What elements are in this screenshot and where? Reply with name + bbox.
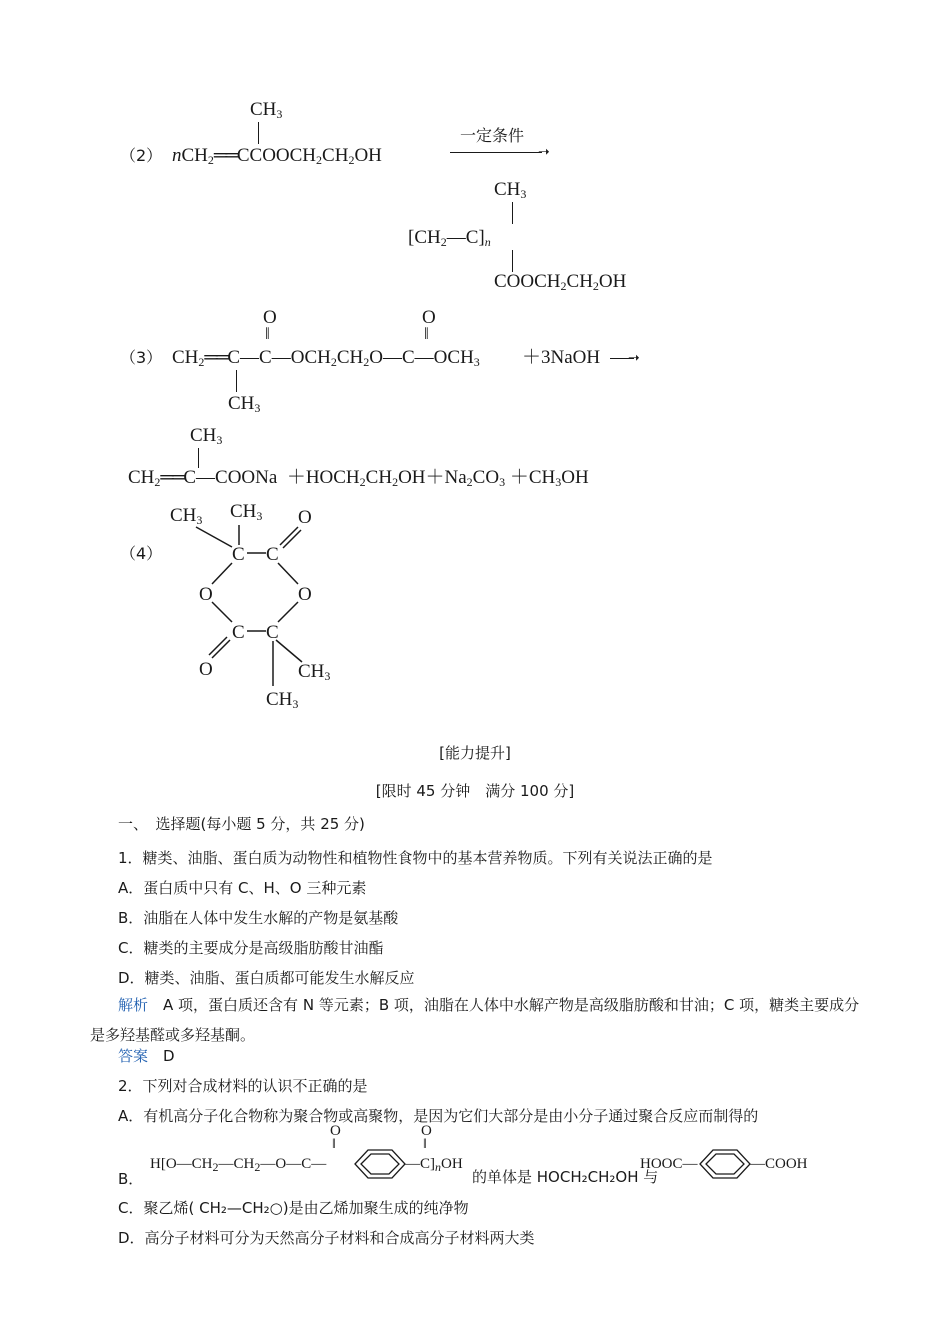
q1-option-d: D．糖类、油脂、蛋白质都可能发生水解反应 [118, 969, 415, 987]
r3-label: （3） [120, 348, 163, 367]
r2-methyl: $CH_3$ [250, 99, 283, 121]
r3-dbl2: ‖ [424, 324, 429, 343]
r2-label: （2） [120, 146, 163, 165]
r4-ch3-b: $CH_3$ [230, 501, 263, 523]
q2-b-cooh: —COOH [750, 1156, 808, 1172]
r3-arrow-head: ➝ [628, 350, 640, 366]
q2-option-d: D．高分子材料可分为天然高分子材料和合成高分子材料两大类 [118, 1229, 535, 1247]
r3-products: $CH_2══C—COONa$ $+HOCH_2CH_2OH+Na_2CO_3 +CH_3OH$ [128, 467, 589, 489]
q1-analysis: 解析 A 项，蛋白质还含有 N 等元素；B 项，油脂在人体中水解产物是高级脂肪酸和甘油；C 项，糖类主要成分是多羟基醛或多羟基酮。 [90, 996, 860, 1044]
q2-b-o2: O [421, 1123, 432, 1139]
q2-b-dbl2: ‖ [423, 1137, 427, 1152]
r3-reactant: $CH_2══C—C—OCH_2CH_2O—C—OCH_3$ [172, 347, 480, 369]
r4-o-top: O [298, 507, 312, 528]
r4-c-4: C [266, 622, 279, 643]
r4-label: （4） [120, 544, 163, 563]
q2-option-a: A．有机高分子化合物称为聚合物或高聚物，是因为它们大部分是由小分子通过聚合反应而制得的 [118, 1107, 759, 1125]
r2-reactant: $nCH_2══CCOOCH_2CH_2OH$ [172, 145, 382, 167]
q2-b-dbl1: ‖ [332, 1137, 336, 1152]
section-subtitle: [限时 45 分钟 满分 100 分] [375, 782, 575, 800]
r4-ch3-c: $CH_3$ [298, 661, 331, 683]
q1-answer: 答案 D [118, 1047, 175, 1065]
answer-label: 答案 [118, 1047, 149, 1065]
r4-c-3: C [232, 622, 245, 643]
q2-b-formula-tail: $—C]_nOH$ [405, 1156, 463, 1174]
q2-option-b-label: B． [118, 1170, 144, 1188]
r4-ch3-d: $CH_3$ [266, 689, 299, 711]
r4-o-left: O [199, 584, 213, 605]
q2-b-o1: O [330, 1123, 341, 1139]
q1-option-a: A．蛋白质中只有 C、H、O 三种元素 [118, 879, 367, 897]
q2-b-formula: $H[O—CH_2—CH_2—O—C—$ [150, 1156, 327, 1174]
r2-arrow-head: ➝ [538, 144, 550, 160]
q1-stem: 1．糖类、油脂、蛋白质为动物性和植物性食物中的基本营养物质。下列有关说法正确的是 [118, 849, 713, 867]
section-title: [能力提升] [439, 744, 511, 762]
r2-product-methyl: $CH_3$ [494, 179, 527, 201]
r4-o-bottom: O [199, 659, 213, 680]
r3-dbl1: ‖ [265, 324, 270, 343]
r3-p1-methyl: $CH_3$ [190, 425, 223, 447]
r4-ch3-a: $CH_3$ [170, 505, 203, 527]
q2-b-hooc: HOOC— [640, 1156, 698, 1172]
r4-o-right: O [298, 584, 312, 605]
r3-methyl: $CH_3$ [228, 393, 261, 415]
q1-option-c: C．糖类的主要成分是高级脂肪酸甘油酯 [118, 939, 384, 957]
section-part: 一、 选择题(每小题 5 分，共 25 分) [118, 815, 365, 833]
r2-product-ester: $COOCH_2CH_2OH$ [494, 271, 627, 293]
q1-option-b: B．油脂在人体中发生水解的产物是氨基酸 [118, 909, 399, 927]
q2-option-c: C．聚乙烯( CH₂—CH₂○)是由乙烯加聚生成的纯净物 [118, 1199, 469, 1217]
r2-condition: 一定条件 [460, 126, 525, 145]
r3-o-top2: O [422, 307, 436, 328]
r4-c-2: C [266, 544, 279, 565]
analysis-label: 解析 [118, 996, 149, 1014]
r2-product-chain: $[CH_2—C]_n$ [408, 227, 491, 249]
r4-c-1: C [232, 544, 245, 565]
q2-stem: 2．下列对合成材料的认识不正确的是 [118, 1077, 368, 1095]
q2-b-text: 的单体是 HOCH₂CH₂OH 与 [472, 1168, 659, 1186]
r3-reagent: ＋3NaOH [522, 347, 601, 368]
r3-o-top1: O [263, 307, 277, 328]
